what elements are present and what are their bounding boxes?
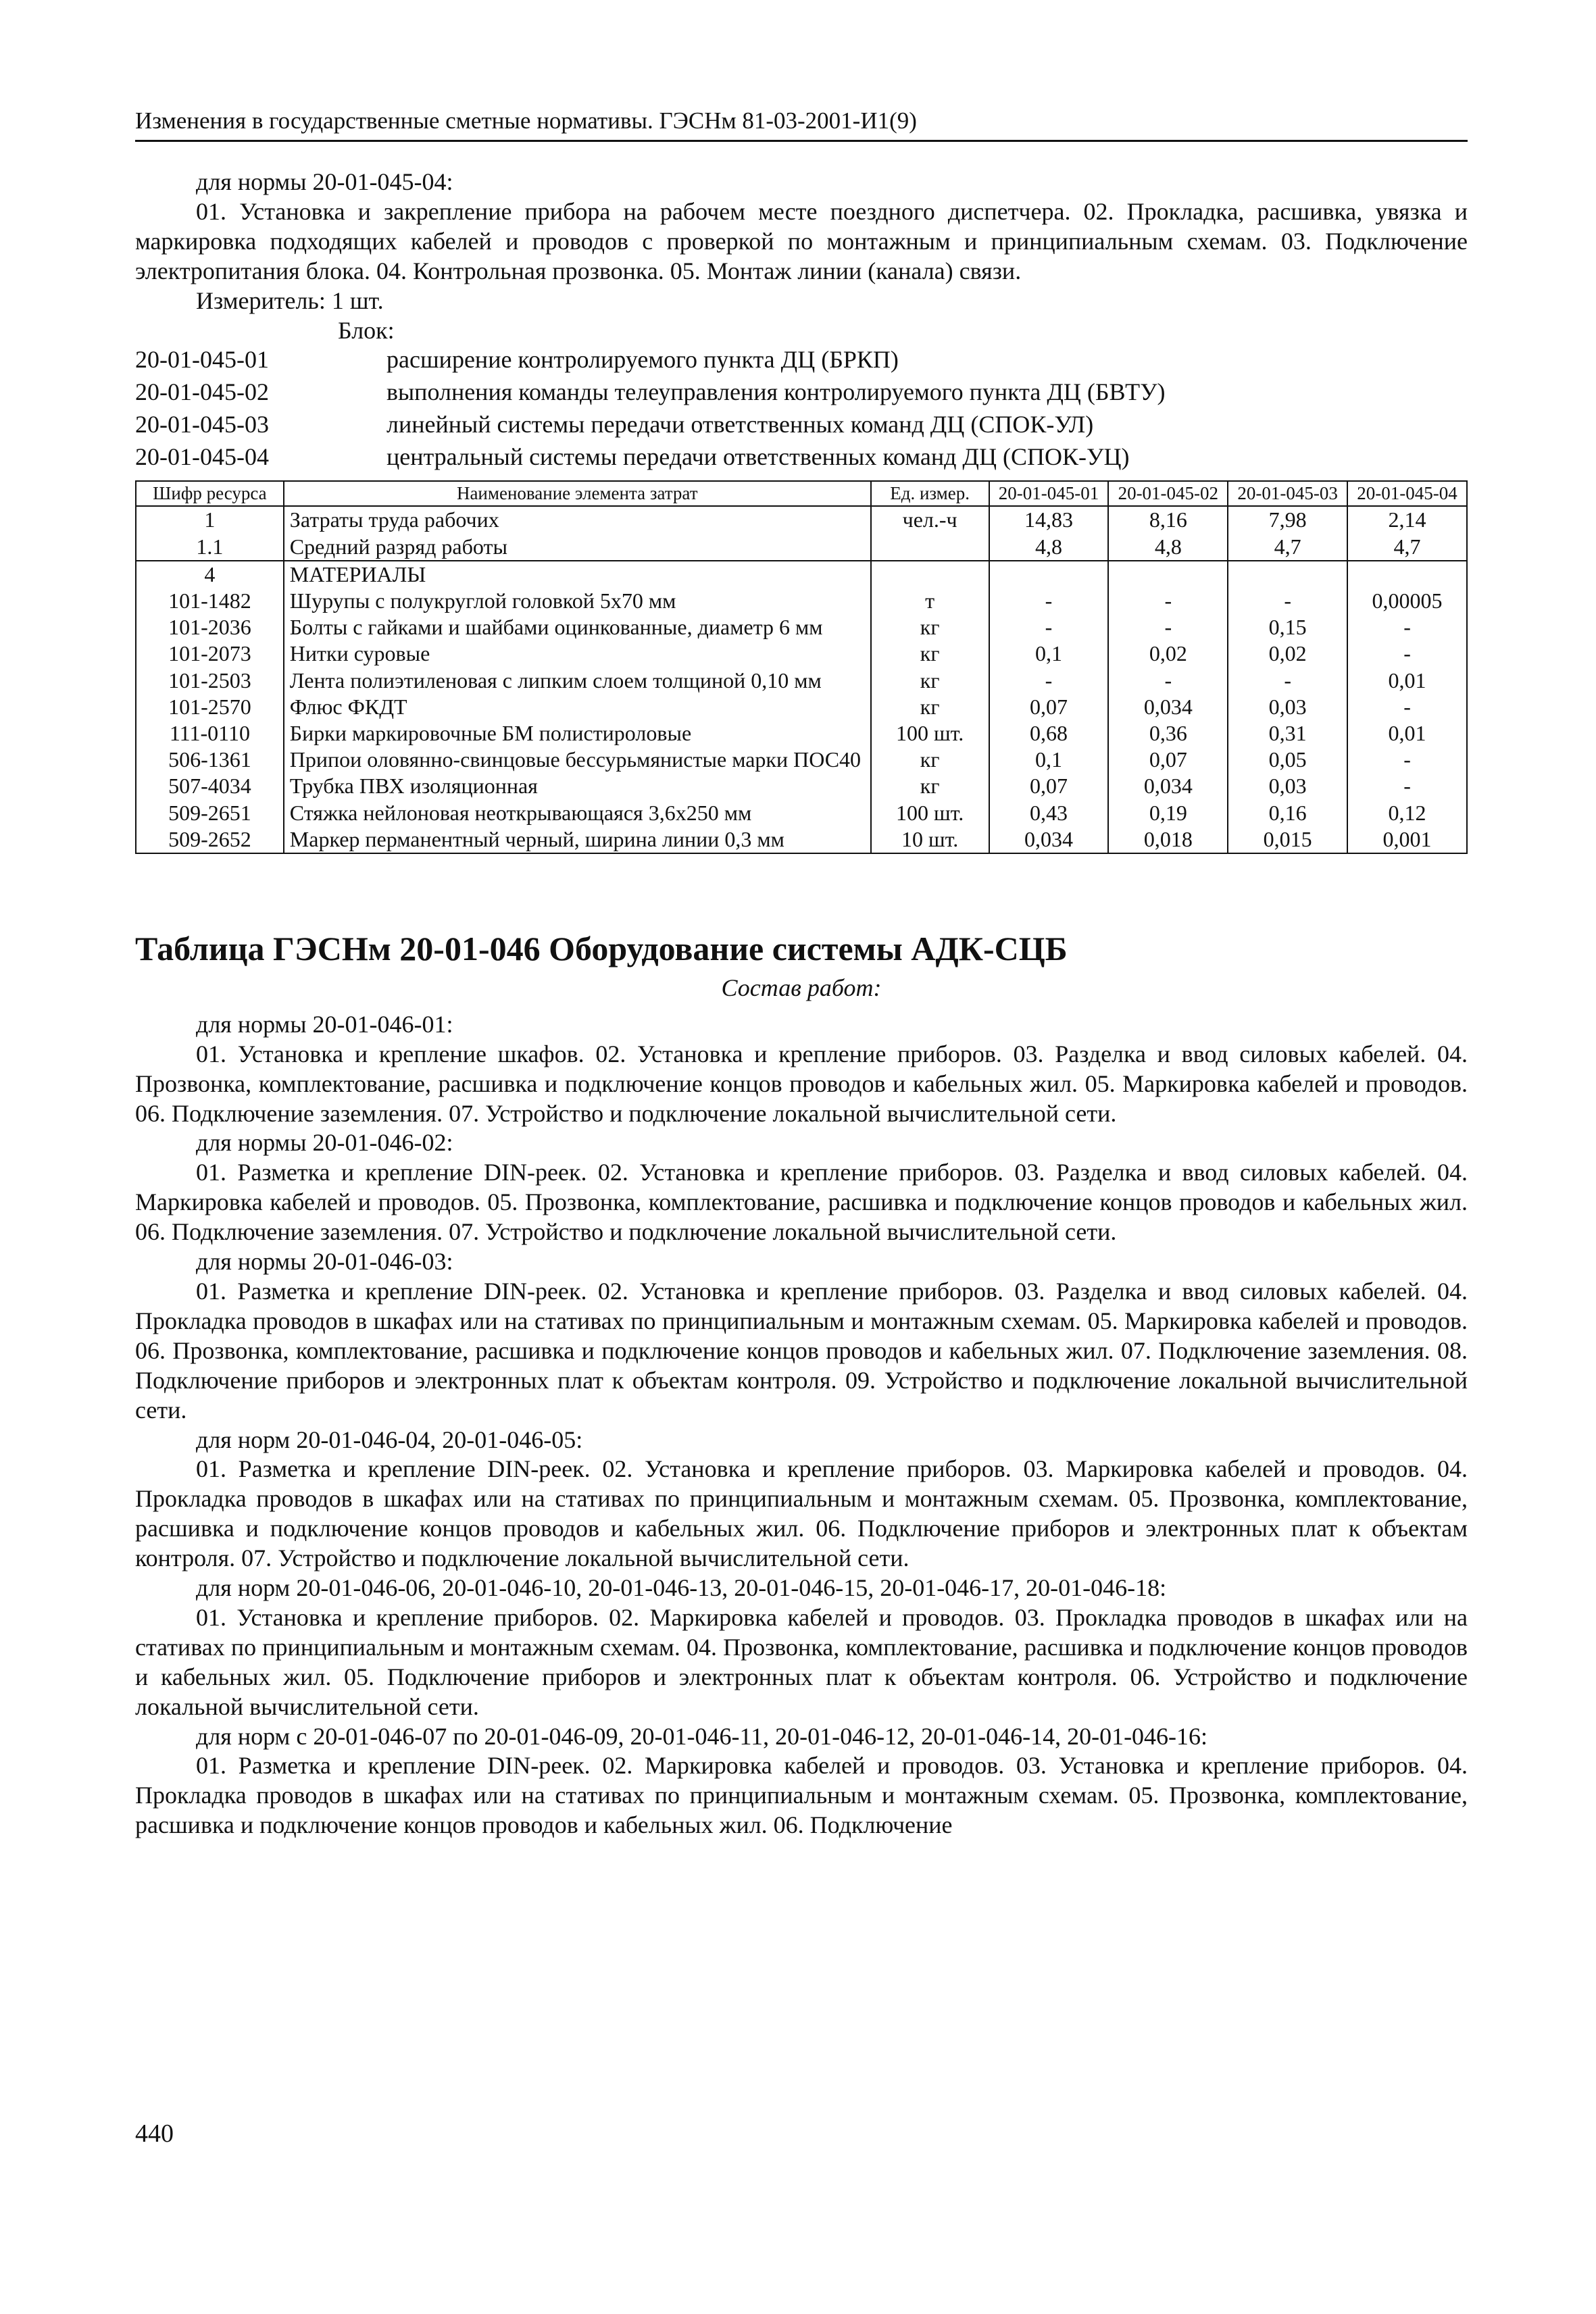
work-composition-subtitle: Состав работ:	[721, 974, 882, 1001]
cell-value: 0,015	[1228, 826, 1347, 853]
cell-unit	[871, 561, 989, 588]
norm-label: для норм 20-01-046-06, 20-01-046-10, 20-01-046-13, 20-01-046-15, 20-01-046-17, 20-01-046-18:	[196, 1574, 1167, 1602]
cell-unit: кг	[871, 694, 989, 720]
cell-unit: кг	[871, 668, 989, 694]
norm-code-list	[135, 345, 1468, 475]
norm-code-row	[135, 410, 1468, 443]
cell-unit: кг	[871, 747, 989, 773]
work-composition-text: 01. Разметка и крепление DIN-реек. 02. Установка и крепление приборов. 03. Маркировка кабелей и проводов. 04. Прокладка проводов в шкафах или на стативах по принципиальным и монтажным схемам. 05. Прозвонка, комплектование, расшивка и подключение концов проводов и кабельных жил. 06. Подключение приборов и электронных плат к объектам контроля. 07. Устройство и подключение локальной вычислительной сети.	[135, 1455, 1468, 1572]
cell-value: -	[1347, 640, 1467, 667]
running-header	[135, 107, 1468, 142]
page-number: 440	[135, 2119, 174, 2148]
table-title: Таблица ГЭСНм 20-01-046 Оборудование системы АДК-СЦБ	[135, 929, 1068, 967]
cell-value: 7,98	[1228, 506, 1347, 533]
cell-name: Флюс ФКДТ	[284, 694, 871, 720]
cell-value	[989, 561, 1109, 588]
cell-value: 0,034	[1108, 694, 1228, 720]
cell-code: 4	[136, 561, 284, 588]
norm-code: 20-01-045-02	[135, 378, 269, 406]
blok-label: Блок:	[338, 316, 395, 344]
cell-value: 0,03	[1228, 694, 1347, 720]
cell-unit: кг	[871, 614, 989, 640]
cell-value: -	[1228, 588, 1347, 614]
norm-description: выполнения команды телеуправления контролируемого пункта ДЦ (БВТУ)	[386, 378, 1166, 406]
cell-value: 0,018	[1108, 826, 1228, 853]
cell-code: 509-2651	[136, 800, 284, 826]
cell-value: 0,02	[1228, 640, 1347, 667]
cell-value: 4,8	[1108, 534, 1228, 561]
cell-name: МАТЕРИАЛЫ	[284, 561, 871, 588]
cell-value	[1347, 561, 1467, 588]
cell-name: Лента полиэтиленовая с липким слоем толщиной 0,10 мм	[284, 668, 871, 694]
cell-value: -	[1347, 694, 1467, 720]
cell-value: 0,07	[1108, 747, 1228, 773]
cell-value: -	[1108, 668, 1228, 694]
norm-description: расширение контролируемого пункта ДЦ (БРКП)	[386, 346, 899, 374]
norm-label: для норм с 20-01-046-07 по 20-01-046-09, 20-01-046-11, 20-01-046-12, 20-01-046-14, 20-01-046-16:	[196, 1722, 1208, 1750]
table-row	[136, 747, 1467, 773]
cell-name: Средний разряд работы	[284, 534, 871, 561]
cell-value: -	[1108, 588, 1228, 614]
table-row	[136, 826, 1467, 853]
table-row	[136, 800, 1467, 826]
cell-value: 0,01	[1347, 720, 1467, 747]
cell-value: 4,7	[1228, 534, 1347, 561]
cell-code: 507-4034	[136, 773, 284, 799]
cell-unit: 100 шт.	[871, 720, 989, 747]
header-col-1: 20-01-045-01	[989, 481, 1109, 506]
norm-label: для норм 20-01-046-04, 20-01-046-05:	[196, 1426, 583, 1453]
cell-unit: 10 шт.	[871, 826, 989, 853]
cell-value: -	[1108, 614, 1228, 640]
cell-value: 0,16	[1228, 800, 1347, 826]
cell-name: Маркер перманентный черный, ширина линии 0,3 мм	[284, 826, 871, 853]
cell-value	[1108, 561, 1228, 588]
cell-name: Затраты труда рабочих	[284, 506, 871, 533]
cell-value: 2,14	[1347, 506, 1467, 533]
cell-name: Шурупы с полукруглой головкой 5х70 мм	[284, 588, 871, 614]
work-composition-text: 01. Установка и крепление шкафов. 02. Установка и крепление приборов. 03. Разделка и ввод силовых кабелей. 04. Прозвонка, комплектование, расшивка и подключение концов проводов и кабельных жил. 05. Маркировка кабелей и проводов. 06. Подключение заземления. 07. Устройство и подключение локальной вычислительной сети.	[135, 1040, 1468, 1127]
table-row	[136, 588, 1467, 614]
cell-name: Припои оловянно-свинцовые бессурьмянистые марки ПОС40	[284, 747, 871, 773]
header-col-4: 20-01-045-04	[1347, 481, 1467, 506]
measure-unit: Измеритель: 1 шт.	[196, 286, 384, 314]
cell-value: -	[1347, 614, 1467, 640]
cell-value: 0,02	[1108, 640, 1228, 667]
table-row	[136, 720, 1467, 747]
cell-code: 101-2073	[136, 640, 284, 667]
cell-code: 101-2570	[136, 694, 284, 720]
header-code: Шифр ресурса	[136, 481, 284, 506]
cell-value: -	[1347, 773, 1467, 799]
cell-value: 0,19	[1108, 800, 1228, 826]
cell-code: 101-1482	[136, 588, 284, 614]
cell-value: 0,01	[1347, 668, 1467, 694]
table-row	[136, 773, 1467, 799]
running-title: Изменения в государственные сметные нормативы. ГЭСНм 81-03-2001-И1(9)	[135, 107, 917, 134]
cell-value: -	[1228, 668, 1347, 694]
cell-unit: т	[871, 588, 989, 614]
cost-table	[135, 480, 1468, 853]
cell-code: 101-2503	[136, 668, 284, 694]
cell-value: 0,07	[989, 694, 1109, 720]
norm-label: для нормы 20-01-046-02:	[196, 1129, 453, 1157]
header-col-2: 20-01-045-02	[1108, 481, 1228, 506]
work-composition-text: 01. Установка и закрепление прибора на рабочем месте поездного диспетчера. 02. Прокладка, расшивка, увязка и маркировка подходящих кабелей и проводов с проверкой по монтажным и принципиальным схемам. 03. Подключение электропитания блока. 04. Контрольная прозвонка. 05. Монтаж линии (канала) связи.	[135, 197, 1468, 284]
norm-description: центральный системы передачи ответственных команд ДЦ (СПОК-УЦ)	[386, 443, 1130, 471]
cell-unit: кг	[871, 640, 989, 667]
table-row	[136, 694, 1467, 720]
norm-label: для нормы 20-01-045-04:	[196, 168, 453, 195]
table-row	[136, 534, 1467, 561]
header-unit: Ед. измер.	[871, 481, 989, 506]
norm-code-row	[135, 443, 1468, 475]
table-header-row	[136, 481, 1467, 506]
cell-code: 111-0110	[136, 720, 284, 747]
cell-value: 0,36	[1108, 720, 1228, 747]
page-content	[135, 168, 1468, 1840]
cell-code: 509-2652	[136, 826, 284, 853]
cell-value: -	[989, 588, 1109, 614]
cell-name: Стяжка нейлоновая неоткрывающаяся 3,6х250 мм	[284, 800, 871, 826]
norm-label: для нормы 20-01-046-01:	[196, 1010, 453, 1038]
cell-name: Нитки суровые	[284, 640, 871, 667]
cell-code: 1.1	[136, 534, 284, 561]
work-composition-text: 01. Установка и крепление приборов. 02. Маркировка кабелей и проводов. 03. Прокладка проводов в шкафах или на стативах по принципиальным и монтажным схемам. 04. Прозвонка, комплектование, расшивка и подключение концов проводов и кабельных жил. 05. Подключение приборов и электронных плат к объектам контроля. 06. Устройство и подключение локальной вычислительной сети.	[135, 1603, 1468, 1720]
header-col-3: 20-01-045-03	[1228, 481, 1347, 506]
norm-code: 20-01-045-03	[135, 411, 269, 438]
cell-name: Трубка ПВХ изоляционная	[284, 773, 871, 799]
cell-value: 0,1	[989, 640, 1109, 667]
cell-value: 0,31	[1228, 720, 1347, 747]
table-row-materials-header	[136, 561, 1467, 588]
cell-value: 4,7	[1347, 534, 1467, 561]
cell-value: 0,05	[1228, 747, 1347, 773]
cell-value: 0,034	[1108, 773, 1228, 799]
cell-name: Болты с гайками и шайбами оцинкованные, диаметр 6 мм	[284, 614, 871, 640]
norm-description: линейный системы передачи ответственных команд ДЦ (СПОК-УЛ)	[386, 411, 1094, 438]
table-row	[136, 640, 1467, 667]
table-row	[136, 506, 1467, 533]
cell-value: -	[1347, 747, 1467, 773]
cell-name: Бирки маркировочные БМ полистироловые	[284, 720, 871, 747]
cell-unit	[871, 534, 989, 561]
cell-value: 0,07	[989, 773, 1109, 799]
work-composition-text: 01. Разметка и крепление DIN-реек. 02. Установка и крепление приборов. 03. Разделка и ввод силовых кабелей. 04. Прокладка проводов в шкафах или на стативах по принципиальным и монтажным схемам. 05. Маркировка кабелей и проводов. 06. Прозвонка, комплектование, расшивка и подключение концов проводов и кабельных жил. 07. Подключение заземления. 08. Подключение приборов и электронных плат к объектам контроля. 09. Устройство и подключение локальной вычислительной сети.	[135, 1277, 1468, 1424]
cell-value	[1228, 561, 1347, 588]
cell-value: 0,034	[989, 826, 1109, 853]
cell-value: 4,8	[989, 534, 1109, 561]
cell-value: 14,83	[989, 506, 1109, 533]
table-row	[136, 668, 1467, 694]
work-composition-text: 01. Разметка и крепление DIN-реек. 02. Установка и крепление приборов. 03. Разделка и ввод силовых кабелей. 04. Маркировка кабелей и проводов. 05. Прозвонка, комплектование, расшивка и подключение концов проводов и кабельных жил. 06. Подключение заземления. 07. Устройство и подключение локальной вычислительной сети.	[135, 1159, 1468, 1246]
work-composition-text: 01. Разметка и крепление DIN-реек. 02. Маркировка кабелей и проводов. 03. Установка и крепление приборов. 04. Прокладка проводов в шкафах или на стативах по принципиальным и монтажным схемам. 05. Прозвонка, комплектование, расшивка и подключение концов проводов и кабельных жил. 06. Подключение	[135, 1752, 1468, 1839]
cell-unit: кг	[871, 773, 989, 799]
cell-value: 0,12	[1347, 800, 1467, 826]
cell-value: 0,15	[1228, 614, 1347, 640]
cell-value: 0,43	[989, 800, 1109, 826]
norm-code-row	[135, 378, 1468, 410]
header-name: Наименование элемента затрат	[284, 481, 871, 506]
cell-code: 506-1361	[136, 747, 284, 773]
cell-code: 101-2036	[136, 614, 284, 640]
cell-unit: чел.-ч	[871, 506, 989, 533]
cell-value: 0,001	[1347, 826, 1467, 853]
cell-unit: 100 шт.	[871, 800, 989, 826]
cell-code: 1	[136, 506, 284, 533]
cell-value: 0,1	[989, 747, 1109, 773]
cell-value: 0,68	[989, 720, 1109, 747]
cell-value: 0,03	[1228, 773, 1347, 799]
norm-code: 20-01-045-04	[135, 443, 269, 471]
norm-code-row	[135, 345, 1468, 378]
norm-code: 20-01-045-01	[135, 346, 269, 374]
cell-value: -	[989, 614, 1109, 640]
cell-value: 0,00005	[1347, 588, 1467, 614]
norm-label: для нормы 20-01-046-03:	[196, 1248, 453, 1276]
cell-value: 8,16	[1108, 506, 1228, 533]
table-row	[136, 614, 1467, 640]
cell-value: -	[989, 668, 1109, 694]
